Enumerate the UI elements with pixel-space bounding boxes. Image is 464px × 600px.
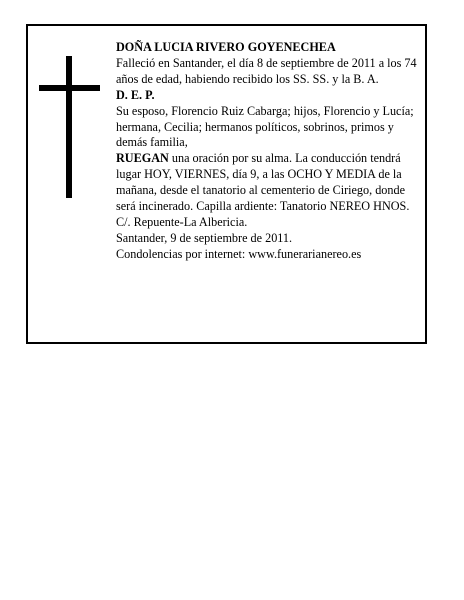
funeral-details: una oración por su alma. La conducción tendrá lugar HOY, VIERNES, día 9, a las OCHO Y MEDIA de la mañana, desde el tanatorio al cementerio de Ciriego, donde será incinerado. Capilla ardiente: Tanatorio NEREO HNOS. C/. Repuente-La Albericia. [116, 151, 410, 229]
place-date: Santander, 9 de septiembre de 2011. [116, 230, 293, 245]
condolences-line: Condolencias por internet: www.funerarianereo.es [116, 246, 362, 261]
cross-horizontal-bar [39, 85, 100, 91]
request-lead: RUEGAN [116, 151, 169, 166]
obituary-text [116, 40, 420, 263]
cross-vertical-bar [66, 56, 72, 198]
rest-in-peace: D. E. P. [116, 87, 155, 102]
family-list: Su esposo, Florencio Ruiz Cabarga; hijos, Florencio y Lucía; hermana, Cecilia; hermanos políticos, sobrinos, primos y demás familia, [116, 103, 414, 150]
death-details: Falleció en Santander, el día 8 de septiembre de 2011 a los 74 años de edad, habiendo recibido los SS. SS. y la B. A. [116, 55, 417, 86]
deceased-name: DOÑA LUCIA RIVERO GOYENECHEA [116, 40, 336, 54]
obituary-notice [26, 24, 427, 344]
funeral-request [116, 151, 420, 231]
